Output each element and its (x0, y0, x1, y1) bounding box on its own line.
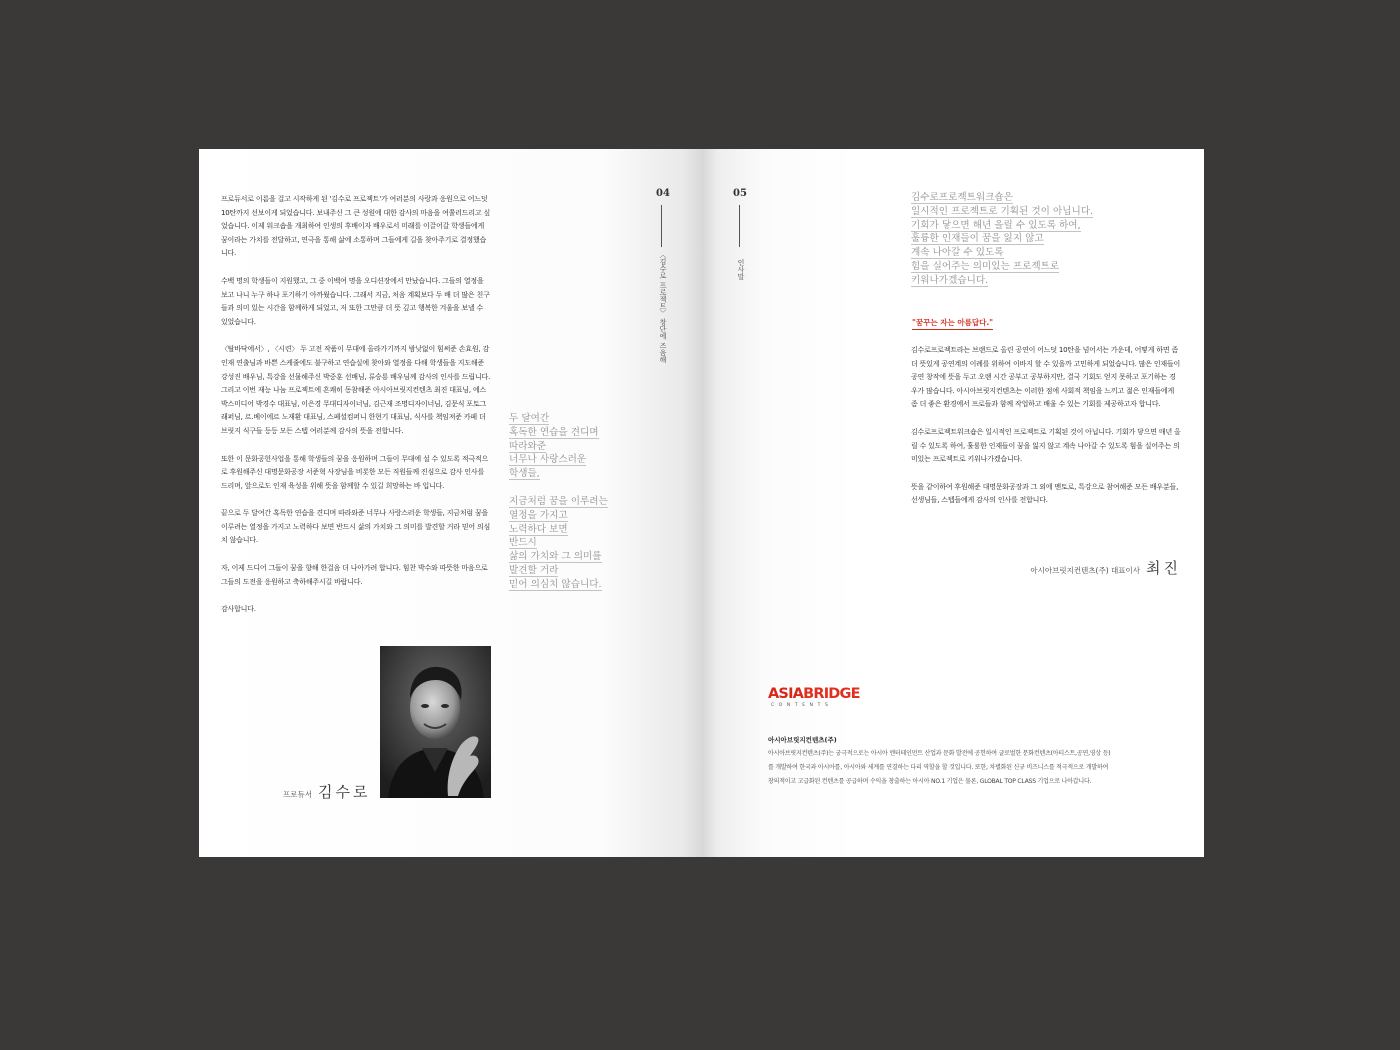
left-page-number: 04 (656, 188, 670, 199)
left-pull-quote-2 (509, 495, 608, 592)
right-running-title: 인사말 (737, 259, 745, 280)
pull-quote-line: 혹독한 연습을 견디며 (509, 426, 599, 438)
right-page-number: 05 (733, 188, 747, 199)
logo-text-bridge: BRIDGE (803, 686, 860, 702)
right-paragraph: 김수로프로젝트라는 브랜드로 올린 공연이 어느덧 10탄을 넘어서는 가운데, 어떻게 하면 좀더 뜻있게 공연계의 이례를 위하여 이바지 할 수 있을까 고민하게 되었습니다. 많은 인재들이 공연 창작에 뜻을 두고 오랜 시간 공부고 공부하지만, 결국 기회도 얻지 못하고 포기하는 경우가 많습니다. 아시아브릿지컨텐츠는 이러한 점에 사회적 책임을 느끼고 젊은 인재들에게 좀 더 좋은 환경에서 프로들과 함께 작업하고 배울 수 있는 기회를 제공하고자 합니다. (911, 346, 1181, 409)
portrait-illustration (380, 646, 491, 798)
quote-title: "꿈꾸는 자는 아름답다." (912, 317, 993, 330)
producer-portrait-photo (380, 646, 491, 798)
intro-line: 김수로프로젝트워크숍은 (911, 192, 1013, 203)
logo-text-asia: ASIA (768, 686, 804, 702)
intro-line: 키워나가겠습니다. (911, 274, 989, 286)
signature-role: 프로듀서 (283, 790, 312, 799)
left-running-title: 〈김수로 프로젝트〉 창단에 즈음해 (659, 251, 667, 363)
signature-name: 최진 (1146, 559, 1181, 577)
left-pull-quote-1 (509, 412, 599, 481)
intro-line: 훌륭한 인재들이 꿈을 잃지 않고 (911, 233, 1044, 245)
left-paragraph: 수백 명의 학생들이 지원했고, 그 중 이백여 명을 오디션장에서 만났습니다. 그들의 열정을 보고 나니 누구 하나 포기하기 아까웠습니다. 그래서 지금, 처음 계획보다 두 배 더 많은 친구들과 의미 있는 시간을 함께하게 되었고, 저 또한 그만큼 더 뜻 깊고 행복한 겨울을 보낼 수 있었습니다. (221, 276, 490, 326)
left-paragraph: 끝으로 두 달여간 혹독한 연습을 견디며 따라와준 너무나 사랑스러운 학생들, 지금처럼 꿈을 이루려는 열정을 가지고 노력하다 보면 반드시 삶의 가치와 그 의미를 발견할 거라 믿어 의심치 않습니다. (221, 509, 491, 545)
ceo-signature (1030, 557, 1181, 578)
left-paragraph: 또한 이 문화공헌사업을 통해 학생들의 꿈을 응원하며 그들이 무대에 설 수 있도록 적극적으로 후원해주신 대명문화공장 서준혁 사장님을 비롯한 모든 직원들께 진심으로 감사 인사를 드리며, 앞으로도 인재 육성을 위해 뜻을 함께할 수 있길 희망하는 바 입니다. (221, 454, 489, 490)
left-paragraph: 프로듀서로 이름을 걸고 시작하게 된 '김수로 프로젝트'가 여러분의 사랑과 응원으로 어느덧 10탄까지 선보이게 되었습니다. 보내주신 그 큰 성원에 대한 감사의 마음을 여쭐러드리고 싶었습니다. 이제 워크숍을 개최하여 인생의 후배이자 배우로서 미래를 이끌어갈 학생들에게 꿈이라는 가치를 전달하고, 연극을 통해 삶에 소통하며 그들에게 길을 찾아주기로 결정했습니다. (221, 195, 491, 258)
left-paragraph-closing: 감사합니다. (221, 605, 256, 614)
intro-line: 계속 나아갈 수 있도록 (911, 247, 1004, 259)
right-divider-line (739, 205, 740, 247)
intro-line: 힘을 실어주는 의미있는 프로젝트로 (911, 260, 1060, 272)
pull-quote-line: 믿어 의심치 않습니다. (509, 578, 602, 590)
pull-quote-line: 두 달여간 (509, 413, 550, 424)
left-paragraph: 자, 이제 드디어 그들이 꿈을 향해 한걸음 더 나아가려 합니다. 힘찬 박수와 따뜻한 마음으로 그들의 도전을 응원하고 축하해주시길 바랍니다. (221, 564, 488, 586)
left-body-text (221, 193, 491, 617)
left-paragraph: 〈탈바닥에서〉, 〈시련〉 두 고전 작품이 무대에 올라가기까지 밤낮없이 힘써준 손효원, 감인재 연출님과 바쁜 스케줄에도 불구하고 연습실에 찾아와 열정을 다해 학생들을 지도해준 강성진 배우님, 특강을 선물해주신 박중훈 선배님, 류승룡 배우님께 감사의 인사를 드립니다. 그리고 이번 재능 나눔 프로젝트에 흔쾌히 동참해준 아시아브릿지컨텐츠 최진 대표님, 에스박스미디어 박경수 대표님, 이은경 무대디자이너님, 김근재 조명디자이너님, 김문식 포토그래퍼님, 르.베이에르 노재환 대표님, 스페셜컴퍼니 한현기 대표님, 식사를 책임져준 카페 더브릿지 식구들 등등 모든 스텝 여러분께 감사의 뜻을 전합니다. (221, 345, 491, 435)
pull-quote-line: 열정을 가지고 (509, 509, 568, 521)
company-description: 아시아브릿지컨텐츠(주)는 궁극적으로는 아시아 엔터테인먼트 산업과 문화 발전에 공헌하여 글로벌한 문화컨텐츠(아티스트,공연,영상 등)를 개발하여 한국과 아시아를, 아시아와 세계를 연결하는 다리 역할을 할 것입니다. 또한, 차별화된 신규 비즈니스를 적극적으로 개발하여 창의적이고 고급화된 컨텐츠를 공급하며 수익을 창출하는 아시아 NO.1 기업은 물론, GLOBAL TOP CLASS 기업으로 나아갑니다. (768, 750, 1111, 785)
right-body-text (911, 344, 1181, 508)
pull-quote-line: 삶의 가치와 그 의미를 (509, 551, 602, 563)
intro-line: 일시적인 프로젝트로 기획된 것이 아닙니다. (911, 205, 1094, 217)
signature-role: 아시아브릿지컨텐츠(주) 대표이사 (1030, 566, 1141, 575)
pull-quote-line: 발견할 거라 (509, 564, 559, 576)
pull-quote-line: 학생들, (509, 468, 540, 480)
left-page (199, 149, 703, 857)
pull-quote-line: 지금처럼 꿈을 이루려는 (509, 496, 608, 507)
producer-signature (283, 781, 370, 802)
asia-bridge-logo (768, 687, 860, 708)
company-name: 아시아브릿지컨텐츠(주) (768, 736, 837, 744)
right-page (703, 149, 1204, 857)
pull-quote-line: 따라와준 (509, 440, 547, 452)
right-paragraph: 김수로프로젝트워크숍은 일시적인 프로젝트로 기획된 것이 아닙니다. 기회가 닿으면 매년 올릴 수 있도록 하여, 훌륭한 인재들이 꿈을 잃지 않고 계속 나아갈 수 있도록 힘을 실어주는 의미있는 프로젝트로 키워나가겠습니다. (911, 427, 1181, 464)
pull-quote-line: 너무나 사랑스러운 (509, 454, 587, 466)
pull-quote-line: 노력하다 보면 (509, 523, 568, 535)
right-paragraph: 뜻을 같이하여 후원해준 대명문화공장과 그 외에 멘토로, 특강으로 참여해준 모든 배우분들, 선생님들, 스텝들에게 감사의 인사를 전합니다. (911, 482, 1179, 505)
logo-subtext: CONTENTS (771, 703, 833, 708)
signature-name: 김수로 (317, 783, 371, 801)
intro-line: 기회가 닿으면 해년 올릴 수 있도록 하여, (911, 219, 1081, 231)
left-divider-line (661, 205, 662, 247)
pull-quote-line: 반드시 (509, 537, 537, 549)
right-intro-quote (911, 191, 1093, 288)
